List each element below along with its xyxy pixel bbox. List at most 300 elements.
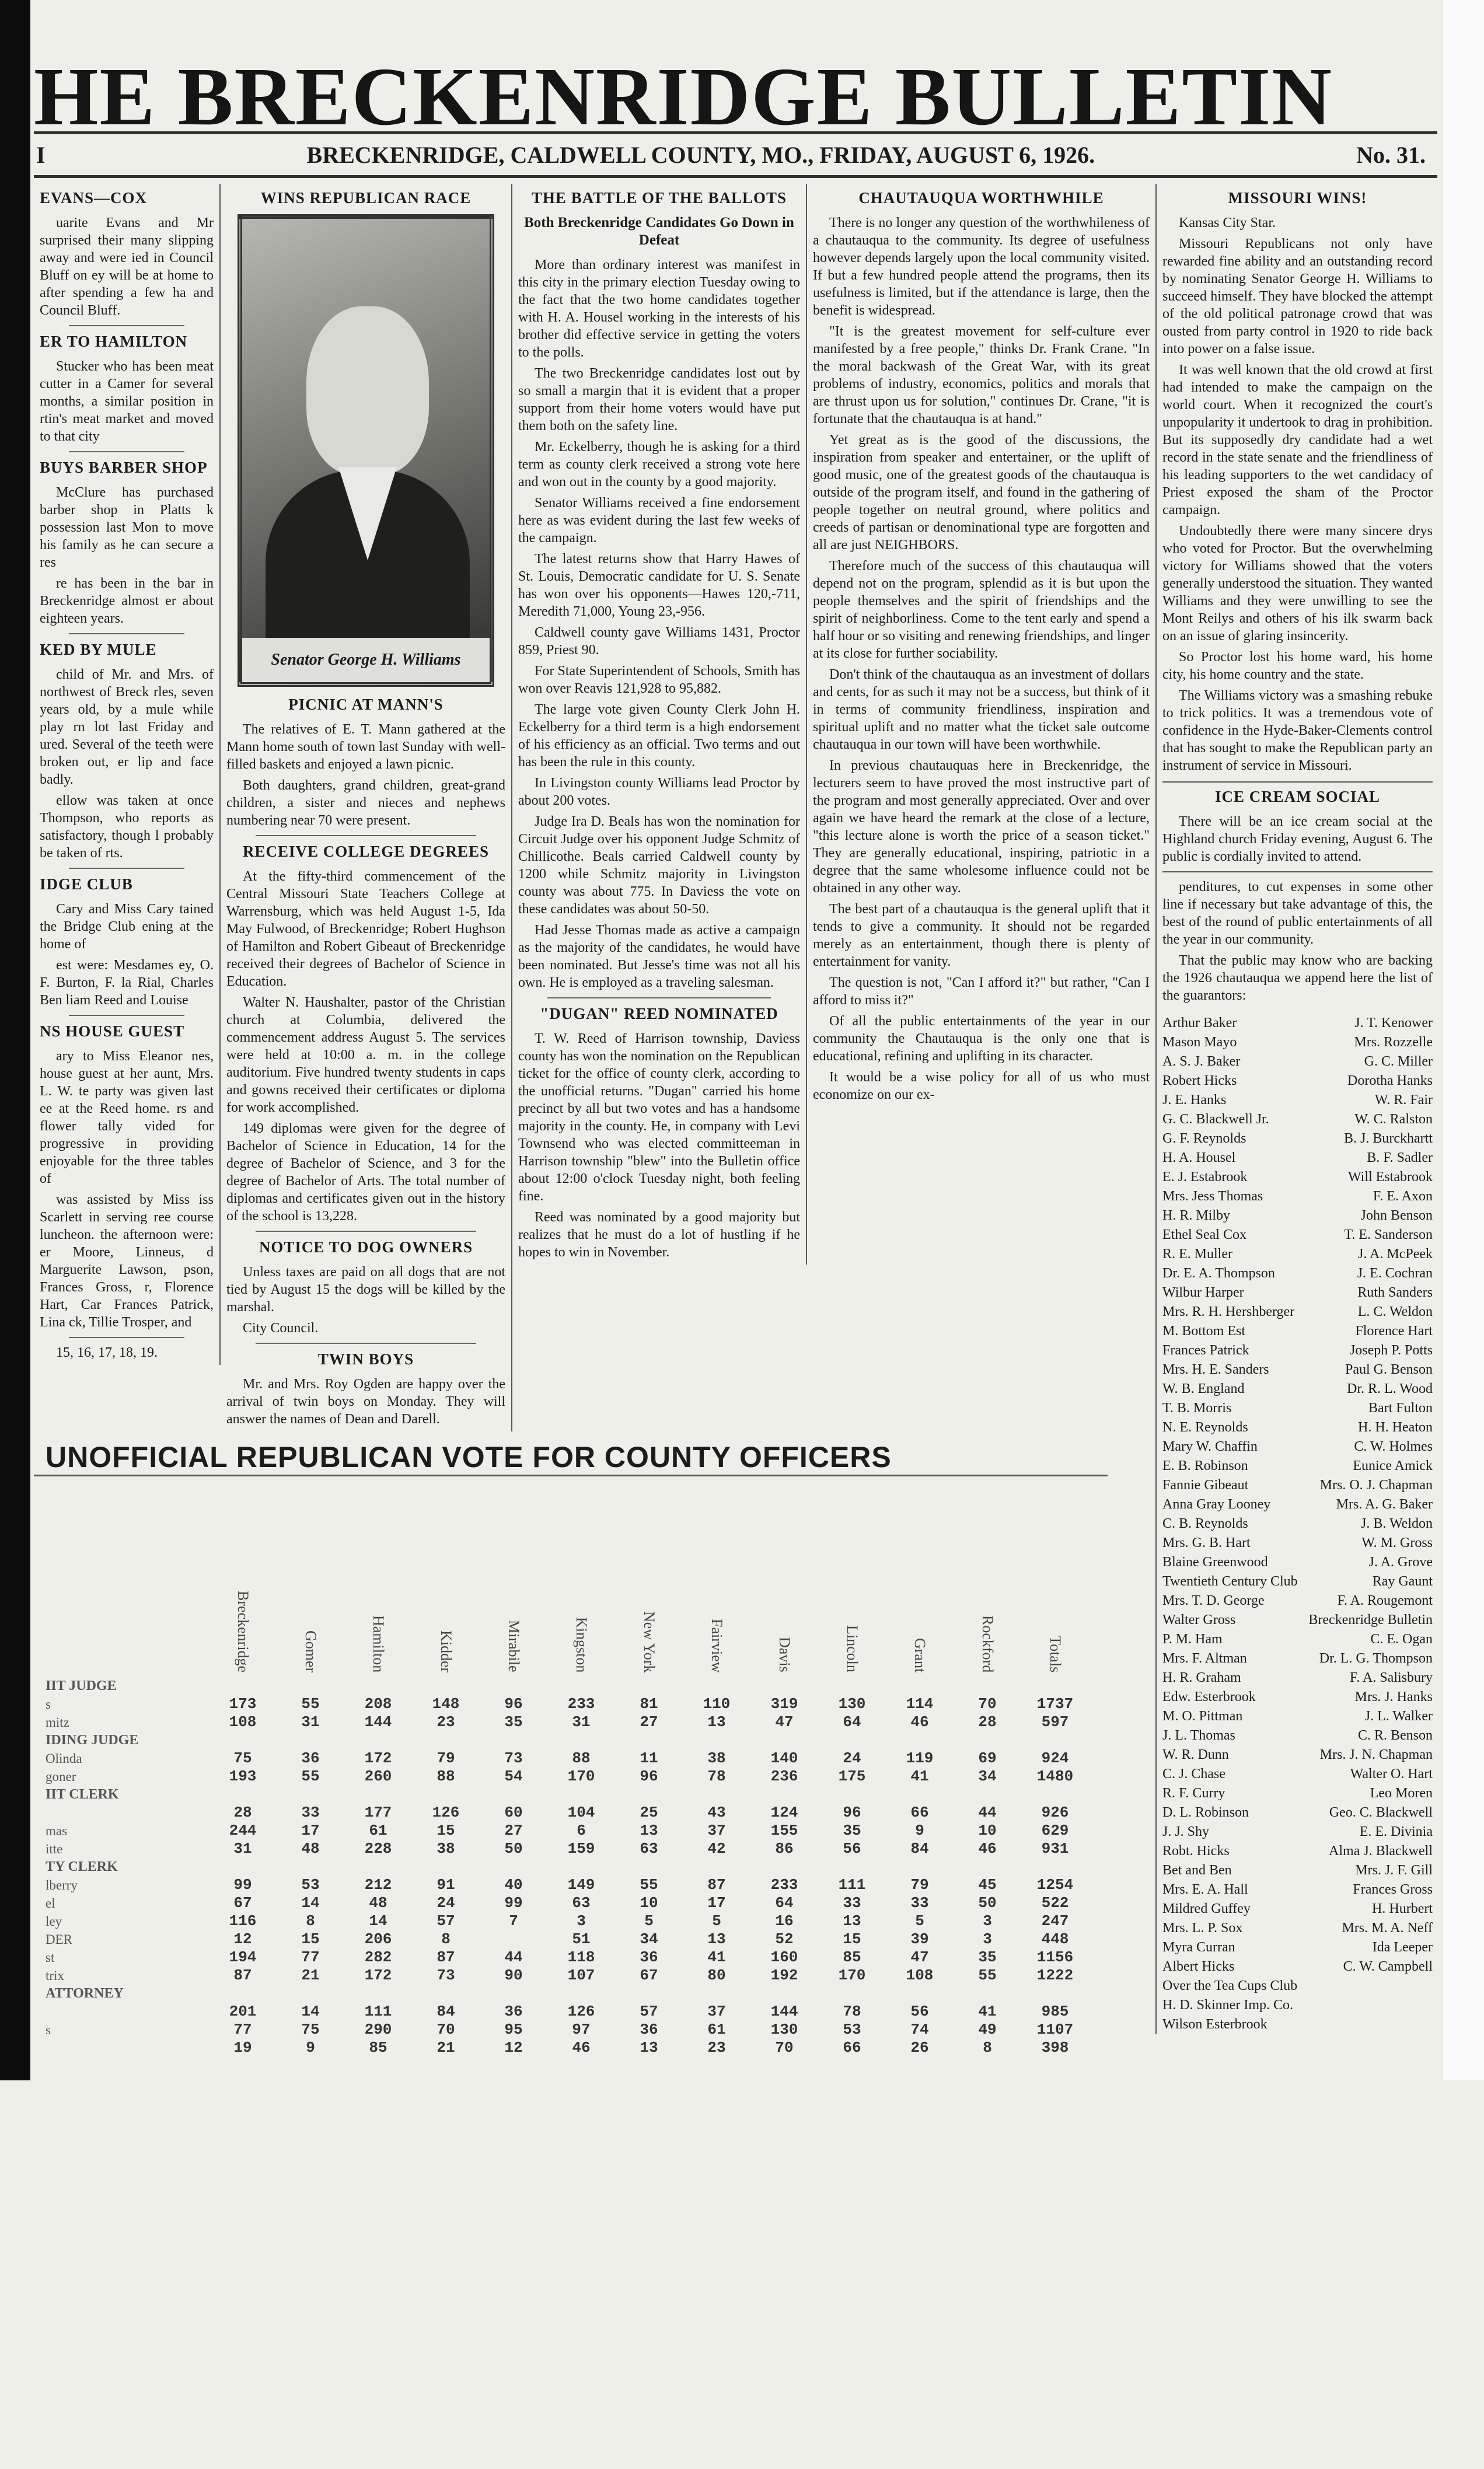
vote-count: 173: [229, 1695, 257, 1713]
vote-count: 14: [301, 2003, 320, 2020]
guarantor-row: [1162, 1187, 1433, 1206]
vote-count: 55: [301, 1695, 320, 1713]
vote-count: 78: [707, 1768, 726, 1785]
vote-count: 208: [364, 1695, 392, 1713]
vote-count: 87: [233, 1967, 252, 1984]
guarantors-list: [1157, 1010, 1438, 2034]
vote-count: 56: [843, 1840, 861, 1857]
column-header: [615, 1480, 683, 1677]
guarantor-name: Frances Gross: [1353, 1882, 1433, 1897]
guarantor-name: D. L. Robinson: [1162, 1805, 1249, 1820]
vote-count: 23: [437, 1713, 455, 1731]
vote-count: 66: [843, 2039, 861, 2056]
vote-count: 12: [233, 1930, 252, 1948]
guarantor-name: B. F. Sadler: [1367, 1150, 1433, 1165]
article: [40, 458, 214, 634]
column-header: [412, 1480, 480, 1677]
guarantor-row: [1162, 1822, 1433, 1842]
guarantor-row: [1162, 1148, 1433, 1168]
vote-table-header: [34, 1480, 1089, 1677]
guarantor-name: J. E. Hanks: [1162, 1092, 1227, 1108]
candidate-name: DER: [46, 1932, 72, 1947]
office-section-row: [34, 1677, 1089, 1695]
guarantor-row: [1162, 1225, 1433, 1245]
article-headline: THE BATTLE OF THE BALLOTS: [531, 189, 787, 207]
vote-count: 54: [504, 1768, 523, 1785]
vote-count: 46: [978, 1840, 997, 1857]
vote-count: 522: [1041, 1894, 1069, 1912]
guarantor-name: Mrs. T. D. George: [1162, 1593, 1265, 1608]
guarantor-name: Bet and Ben: [1162, 1863, 1232, 1878]
article-paragraph: Cary and Miss Cary tained the Bridge Club ening at the home of: [40, 902, 214, 952]
guarantor-row: [1162, 1668, 1433, 1688]
article-subheadline: Both Breckenridge Candidates Go Down in Defeat: [524, 215, 794, 248]
guarantor-name: Mrs. H. E. Sanders: [1162, 1362, 1269, 1377]
guarantor-row: [1162, 1437, 1433, 1457]
left-column: [34, 184, 221, 1365]
issue-number: No. 31.: [1356, 141, 1426, 168]
vote-count: 111: [364, 2003, 392, 2020]
vote-count: 48: [301, 1840, 320, 1857]
guarantor-name: J. A. McPeek: [1358, 1246, 1433, 1262]
guarantor-name: Wilbur Harper: [1162, 1285, 1244, 1300]
vote-count: 55: [978, 1967, 997, 1984]
headline-chautauqua: CHAUTAUQUA WORTHWHILE: [858, 189, 1104, 207]
article-headline: TWIN BOYS: [317, 1350, 414, 1368]
masthead-title: HE BRECKENRIDGE BULLETIN: [34, 50, 1333, 142]
vote-count: 90: [504, 1967, 523, 1984]
guarantor-name: Robt. Hicks: [1162, 1843, 1230, 1859]
guarantor-name: Ruth Sanders: [1357, 1285, 1433, 1300]
vote-count: 924: [1041, 1749, 1069, 1767]
vote-count: 46: [572, 2039, 591, 2056]
guarantor-name: Dr. R. L. Wood: [1347, 1381, 1433, 1396]
candidate-row: [34, 1876, 1089, 1894]
vote-count: 28: [978, 1713, 997, 1731]
article-paragraph: child of Mr. and Mrs. of northwest of Breck rles, seven years old, by a mule while play rn lot last Friday and ured. Several of the teeth were broken out, er lip and face badly.: [40, 667, 214, 787]
vote-count: 172: [364, 1967, 392, 1984]
vote-count: 36: [301, 1749, 320, 1767]
vote-count: 8: [983, 2039, 992, 2056]
guarantor-row: [1162, 1938, 1433, 1957]
article-paragraph: est were: Mesdames ey, O. F. Burton, F. la Rial, Charles Ben liam Reed and Louise: [40, 958, 214, 1008]
vote-count: 116: [229, 1912, 257, 1930]
vote-count: 53: [301, 1876, 320, 1894]
article-paragraph: Undoubtedly there were many sincere drys who voted for Proctor. But the overwhelming victory for Williams showed that the voters generally understood the situation. They wanted Williams and they were unwilling to see the Mont Reilys and others of his ilk swarm back on an issue of glaring insincerity.: [1162, 523, 1433, 644]
guarantor-row: [1162, 1129, 1433, 1148]
article-paragraph: In previous chautauquas here in Breckenridge, the lecturers seem to have proved the most instructive part of the program and most generally appreciated. Over and over again we have heard the remark at the close of a lecture, "this lecture alone is worth the price of a season ticket." They are generally educational, inspiring, patriotic in a degree that the same wholesome influence could not be obtained in any other way.: [813, 758, 1150, 896]
guarantor-row: [1162, 1861, 1433, 1880]
guarantor-name: Albert Hicks: [1162, 1959, 1235, 1974]
guarantor-name: Mrs. J. Hanks: [1354, 1689, 1433, 1705]
guarantor-row: [1162, 1688, 1433, 1707]
guarantor-row: [1162, 1572, 1433, 1591]
candidate-row: [34, 1912, 1089, 1930]
vote-count: 149: [567, 1876, 595, 1894]
article-paragraph: Of all the public entertainments of the year in our community the Chautauqua is the only one that is educational, refining and uplifting in its character.: [813, 1014, 1150, 1064]
photo-caption: Senator George H. Williams: [242, 638, 490, 682]
vote-count: 5: [712, 1912, 721, 1930]
candidate-name: mitz: [46, 1715, 69, 1730]
guarantor-name: Joseph P. Potts: [1349, 1343, 1433, 1358]
vote-count: 36: [640, 2021, 658, 2038]
vote-count: 96: [504, 1695, 523, 1713]
headline-wins-republican-race: WINS REPUBLICAN RACE: [260, 189, 472, 207]
column-header-label: Rockford: [979, 1615, 996, 1672]
volume: I: [36, 141, 46, 168]
column-3: [807, 184, 1155, 1107]
candidate-name: st: [46, 1950, 55, 1965]
column-header: [209, 1480, 277, 1677]
vote-count: 53: [843, 2021, 861, 2038]
office-section-row: [34, 1985, 1089, 2003]
vote-count: 31: [301, 1713, 320, 1731]
guarantor-name: Ray Gaunt: [1372, 1574, 1433, 1589]
vote-count: 10: [978, 1822, 997, 1839]
guarantor-row: [1162, 1168, 1433, 1187]
guarantor-row: [1162, 1976, 1433, 1996]
vote-count: 931: [1041, 1840, 1069, 1857]
article-headline: ER TO HAMILTON: [40, 333, 188, 350]
guarantor-name: M. Bottom Est: [1162, 1323, 1246, 1339]
guarantor-name: L. C. Weldon: [1357, 1304, 1433, 1319]
vote-count: 15: [437, 1822, 455, 1839]
vote-count: 97: [572, 2021, 591, 2038]
vote-count: 36: [504, 2003, 523, 2020]
article-headline: RECEIVE COLLEGE DEGREES: [242, 843, 490, 860]
vote-count: 5: [644, 1912, 654, 1930]
vote-count: 43: [707, 1804, 726, 1821]
guarantor-row: [1162, 1206, 1433, 1225]
column-header-label: Hamilton: [370, 1615, 387, 1672]
guarantor-name: T. E. Sanderson: [1344, 1227, 1433, 1242]
guarantor-name: Florence Hart: [1355, 1323, 1433, 1339]
guarantor-name: Mrs. Rozzelle: [1354, 1035, 1433, 1050]
guarantor-row: [1162, 1745, 1433, 1765]
article: [518, 188, 800, 998]
article-paragraph: Yet great as is the good of the discussions, the inspiration from speaker and entertainer, or the uplift of good music, one of the greatest goods of the chautauqua is outside of the program itself, and found in the gathering of people together on neutral ground, where politics and creeds of partisan or denominational type are forgotten and all are just NEIGHBORS.: [813, 432, 1150, 553]
vote-count: 175: [838, 1768, 866, 1785]
article-paragraph: Missouri Republicans not only have rewarded fine ability and an outstanding record by nominating Senator George H. Williams to succeed himself. They have blocked the attempt of the old political patronage crowd that was ousted from party control in 1920 to ride back into power on a false issue.: [1162, 236, 1433, 357]
article-paragraph: In Livingston county Williams lead Proctor by about 200 votes.: [518, 776, 800, 808]
candidate-name: itte: [46, 1842, 63, 1856]
guarantor-row: [1162, 1514, 1433, 1534]
vote-count: 31: [572, 1713, 591, 1731]
vote-count: 63: [640, 1840, 658, 1857]
headline-missouri-wins: MISSOURI WINS!: [1228, 189, 1367, 207]
guarantor-name: Over the Tea Cups Club: [1162, 1978, 1298, 1993]
vote-count: 16: [775, 1912, 794, 1930]
article-headline: NOTICE TO DOG OWNERS: [259, 1238, 473, 1256]
vote-count: 14: [301, 1894, 320, 1912]
vote-count: 144: [770, 2003, 798, 2020]
vote-count: 926: [1041, 1804, 1069, 1821]
vote-count: 17: [707, 1894, 726, 1912]
vote-count: 159: [567, 1840, 595, 1857]
article-paragraph: Mr. and Mrs. Roy Ogden are happy over the arrival of twin boys on Monday. They will answer the names of Dean and Darell.: [226, 1377, 505, 1427]
article-paragraph: Stucker who has been meat cutter in a Camer for several months, a similar position in rtin's meat market and moved to that city: [40, 359, 214, 444]
guarantor-row: [1162, 1110, 1433, 1129]
article-paragraph: Therefore much of the success of this chautauqua will depend not on the program, splendid as it is but upon the people themselves and the spirit of friendships and the spirit of neighborliness. Come to the tent early and spend a half hour or so visiting and renewing friendships, and linger at its close for further sociability.: [813, 558, 1150, 661]
guarantor-name: J. A. Grove: [1368, 1555, 1433, 1570]
article-paragraph: Don't think of the chautauqua as an investment of dollars and cents, for as such it may not be a success, but think of it in terms of community friendliness, inspiration and spiritual uplift and no matter what the ticket sale outcome chautauqua in our town will have been worthwhile.: [813, 667, 1150, 752]
vote-count: 34: [640, 1930, 658, 1948]
office-name: TY CLERK: [46, 1859, 118, 1874]
column-header-label: Davis: [776, 1637, 793, 1672]
guarantor-name: C. R. Benson: [1357, 1728, 1433, 1743]
guarantor-name: W. R. Dunn: [1162, 1747, 1229, 1762]
candidate-name: el: [46, 1896, 55, 1911]
guarantor-name: J. L. Thomas: [1162, 1728, 1235, 1743]
vote-count: 38: [437, 1840, 455, 1857]
vote-count: 3: [983, 1930, 992, 1948]
vote-table-title: UNOFFICIAL REPUBLICAN VOTE FOR COUNTY OFFICERS: [34, 1440, 1108, 1476]
vote-count: 9: [306, 2039, 315, 2056]
candidate-name: Olinda: [46, 1751, 82, 1766]
candidate-row: [34, 1804, 1089, 1822]
article-paragraph: There is no longer any question of the worthwhileness of a chautauqua to the community. Its degree of usefulness however depends largely upon the local community visited. If but a few hundred people attend the programs, then its usefulness is limited, but if the attendance is large, then the benefit is widespread.: [813, 215, 1150, 318]
article-paragraph: ary to Miss Eleanor nes, house guest at her aunt, Mrs. L. W. te party was given last ee at the Reed home. rs and flower tally vided for progressive in providing enjoyable for the three tables of: [40, 1049, 214, 1186]
vote-count: 13: [640, 2039, 658, 2056]
vote-count: 19: [233, 2039, 252, 2056]
guarantor-name: J. E. Cochran: [1357, 1266, 1433, 1281]
vote-count: 70: [437, 2021, 455, 2038]
vote-count: 99: [233, 1876, 252, 1894]
column-header-label: Breckenridge: [235, 1590, 252, 1672]
vote-count: 110: [703, 1695, 731, 1713]
candidate-name: [34, 2003, 209, 2021]
vote-count: 64: [775, 1894, 794, 1912]
article-paragraph: "It is the greatest movement for self-culture ever manifested by a free people," thinks Dr. Frank Crane. "In the moral backwash of the Great War, with its great problems of industry, economics, politics and morals that are thrust upon us for solution," continues Dr. Crane, "it is fortunate that the chautauqua is at hand.": [813, 324, 1150, 427]
candidate-name: [34, 1804, 209, 1822]
vote-count: 1107: [1036, 2021, 1074, 2038]
vote-count: 55: [301, 1768, 320, 1785]
article-paragraph: There will be an ice cream social at the Highland church Friday evening, August 6. The public is cordially invited to attend.: [1162, 814, 1433, 864]
vote-count: 228: [364, 1840, 392, 1857]
guarantor-row: [1162, 1630, 1433, 1649]
vote-count: 1480: [1036, 1768, 1074, 1785]
vote-count: 8: [306, 1912, 315, 1930]
vote-count: 26: [910, 2039, 929, 2056]
article-paragraph: The Williams victory was a smashing rebuke to trick politics. It was a tremendous vote of confidence in the Hyde-Baker-Clements control that has sought to make the Republican party an instrument of service in Missouri.: [1162, 688, 1433, 773]
vote-count: 95: [504, 2021, 523, 2038]
guarantor-name: Anna Gray Looney: [1162, 1497, 1271, 1512]
candidate-name: [34, 2039, 209, 2057]
guarantor-name: Will Estabrook: [1347, 1169, 1433, 1185]
candidate-row: [34, 2003, 1089, 2021]
candidate-row: [34, 1695, 1089, 1713]
article-headline: IDGE CLUB: [40, 875, 133, 893]
candidate-name: s: [46, 1697, 51, 1712]
vote-count: 96: [843, 1804, 861, 1821]
candidate-row: [34, 1713, 1089, 1731]
article-headline: "DUGAN" REED NOMINATED: [540, 1005, 778, 1022]
guarantor-row: [1162, 1071, 1433, 1091]
guarantor-name: Dr. L. G. Thompson: [1319, 1651, 1433, 1666]
guarantor-row: [1162, 1033, 1433, 1052]
vote-table: [34, 1480, 1089, 2057]
vote-count: 38: [707, 1749, 726, 1767]
vote-count: 84: [437, 2003, 455, 2020]
office-name: IIT JUDGE: [46, 1678, 117, 1693]
guarantor-name: Frances Patrick: [1162, 1343, 1249, 1358]
guarantor-name: Mrs. G. B. Hart: [1162, 1535, 1251, 1550]
article-paragraph: uarite Evans and Mr surprised their many slipping away and were ied in Council Bluff on ey will be at home to after spending a few ha and Council Bluff.: [40, 215, 214, 318]
candidate-name: mas: [46, 1824, 68, 1838]
column-header: [480, 1480, 547, 1677]
guarantor-name: A. S. J. Baker: [1162, 1054, 1241, 1069]
guarantor-row: [1162, 1302, 1433, 1322]
candidate-row: [34, 1967, 1089, 1985]
article-paragraph: Reed was nominated by a good majority but realizes that he must do a lot of hustling if he hopes to win in November.: [518, 1210, 800, 1260]
vote-count: 118: [567, 1948, 595, 1966]
column-header-label: Grant: [912, 1637, 928, 1672]
column-header-label: Kidder: [438, 1630, 455, 1672]
office-name: ATTORNEY: [46, 1986, 124, 2001]
vote-count: 201: [229, 2003, 257, 2020]
vote-count: 78: [843, 2003, 861, 2020]
vote-count: 67: [640, 1967, 658, 1984]
column-header-label: New York: [641, 1611, 658, 1672]
article: [226, 1238, 505, 1344]
guarantor-name: H. R. Graham: [1162, 1670, 1241, 1685]
guarantor-name: W. R. Fair: [1374, 1092, 1433, 1108]
vote-count: 33: [843, 1894, 861, 1912]
vote-count: 126: [567, 2003, 595, 2020]
column-header-label: Lincoln: [844, 1625, 861, 1672]
vote-count: 86: [775, 1840, 794, 1857]
guarantor-row: [1162, 1784, 1433, 1803]
vote-count: 73: [504, 1749, 523, 1767]
candidate-row: [34, 2021, 1089, 2039]
guarantor-row: [1162, 1611, 1433, 1630]
article-paragraph: At the fifty-third commencement of the Central Missouri State Teachers College at Warrensburg, which was held August 1-5, Ida May Fulwood, of Breckenridge; Robert Hughson of Hamilton and Robert Gibeaut of Breckenridge received their degrees of Bachelor of Science in Education.: [226, 869, 505, 989]
vote-count: 21: [301, 1967, 320, 1984]
guarantor-row: [1162, 1880, 1433, 1899]
article-paragraph: The relatives of E. T. Mann gathered at the Mann home south of town last Sunday with well-filled baskets and enjoyed a lawn picnic.: [226, 722, 505, 772]
vote-count: 144: [364, 1713, 392, 1731]
vote-count: 73: [437, 1967, 455, 1984]
guarantor-name: Mason Mayo: [1162, 1035, 1237, 1050]
guarantor-name: Mrs. R. H. Hershberger: [1162, 1304, 1295, 1319]
vote-count: 23: [707, 2039, 726, 2056]
guarantor-row: [1162, 1264, 1433, 1283]
candidate-row: [34, 1930, 1089, 1948]
guarantor-name: Eunice Amick: [1353, 1458, 1433, 1473]
candidate-row: [34, 1822, 1089, 1840]
vote-count: 35: [843, 1822, 861, 1839]
vote-count: 177: [364, 1804, 392, 1821]
article: [40, 1022, 214, 1338]
article-paragraph: Judge Ira D. Beals has won the nomination for Circuit Judge over his opponent Judge Schmitz of Chillicothe. Beals carried Caldwell county by 1200 while Schmitz majority in Livingston county was about 775. In Daviess the vote on these candidates was about 50-50.: [518, 814, 800, 917]
row-label-header: [34, 1480, 209, 1677]
office-section-row: [34, 1731, 1089, 1749]
vote-count: 398: [1041, 2039, 1069, 2056]
guarantor-row: [1162, 1476, 1433, 1495]
vote-count: 77: [301, 1948, 320, 1966]
vote-count: 17: [301, 1822, 320, 1839]
vote-count: 64: [843, 1713, 861, 1731]
vote-count: 88: [572, 1749, 591, 1767]
guarantor-name: Mrs. A. G. Baker: [1336, 1497, 1433, 1512]
candidate-name: lberry: [46, 1878, 78, 1892]
office-name: IIT CLERK: [46, 1787, 119, 1802]
vote-count: 81: [640, 1695, 658, 1713]
vote-count: 33: [910, 1894, 929, 1912]
column-header: [886, 1480, 954, 1677]
vote-count: 233: [567, 1695, 595, 1713]
guarantor-row: [1162, 1495, 1433, 1514]
article: [40, 1344, 214, 1361]
guarantor-name: P. M. Ham: [1162, 1632, 1223, 1647]
guarantor-name: C. J. Chase: [1162, 1766, 1225, 1782]
guarantor-name: R. E. Muller: [1162, 1246, 1232, 1262]
vote-count: 50: [504, 1840, 523, 1857]
vote-count: 79: [910, 1876, 929, 1894]
guarantor-name: C. E. Ogan: [1370, 1632, 1433, 1647]
guarantor-row: [1162, 1726, 1433, 1745]
vote-count: 282: [364, 1948, 392, 1966]
vote-count: 96: [640, 1768, 658, 1785]
vote-count: 15: [301, 1930, 320, 1948]
vote-count: 61: [369, 1822, 387, 1839]
vote-count: 87: [707, 1876, 726, 1894]
vote-count: 111: [838, 1876, 866, 1894]
guarantor-name: Alma J. Blackwell: [1329, 1843, 1433, 1859]
guarantor-name: Mrs. M. A. Neff: [1342, 1920, 1433, 1936]
vote-count: 148: [432, 1695, 460, 1713]
vote-count: 247: [1041, 1912, 1069, 1930]
vote-count: 11: [640, 1749, 658, 1767]
guarantor-name: G. C. Blackwell Jr.: [1162, 1112, 1269, 1127]
vote-count: 41: [707, 1948, 726, 1966]
guarantor-row: [1162, 1380, 1433, 1399]
article-paragraph: Unless taxes are paid on all dogs that are not tied by August 15 the dogs will be killed by the marshal.: [226, 1265, 505, 1315]
guarantor-name: Mrs. J. F. Gill: [1355, 1863, 1433, 1878]
vote-count: 88: [437, 1768, 455, 1785]
guarantor-name: Mrs. E. A. Hall: [1162, 1882, 1248, 1897]
vote-count: 31: [233, 1840, 252, 1857]
vote-count: 319: [770, 1695, 798, 1713]
candidate-name: s: [46, 2023, 51, 2037]
vote-count: 57: [437, 1912, 455, 1930]
vote-count: 41: [910, 1768, 929, 1785]
guarantor-name: Geo. C. Blackwell: [1329, 1805, 1433, 1820]
column-header-label: Totals: [1047, 1635, 1064, 1672]
article-paragraph: Senator Williams received a fine endorsement here as was evident during the last few weeks of the campaign.: [518, 495, 800, 546]
guarantor-name: John Benson: [1360, 1208, 1433, 1223]
vote-count: 104: [567, 1804, 595, 1821]
guarantor-name: H. A. Housel: [1162, 1150, 1236, 1165]
vote-count: 61: [707, 2021, 726, 2038]
vote-count: 192: [770, 1967, 798, 1984]
vote-count: 91: [437, 1876, 455, 1894]
vote-count: 44: [504, 1948, 523, 1966]
vote-count: 33: [301, 1804, 320, 1821]
article-headline: NS HOUSE GUEST: [40, 1022, 185, 1040]
vote-count: 35: [504, 1713, 523, 1731]
guarantor-name: H. H. Heaton: [1358, 1420, 1433, 1435]
vote-count: 84: [910, 1840, 929, 1857]
candidate-row: [34, 2039, 1089, 2057]
guarantor-name: Paul G. Benson: [1345, 1362, 1433, 1377]
vote-count: 160: [770, 1948, 798, 1966]
guarantor-name: W. B. England: [1162, 1381, 1245, 1396]
vote-count: 15: [843, 1930, 861, 1948]
guarantor-name: Bart Fulton: [1368, 1401, 1433, 1416]
guarantor-row: [1162, 1360, 1433, 1380]
vote-count: 48: [369, 1894, 387, 1912]
